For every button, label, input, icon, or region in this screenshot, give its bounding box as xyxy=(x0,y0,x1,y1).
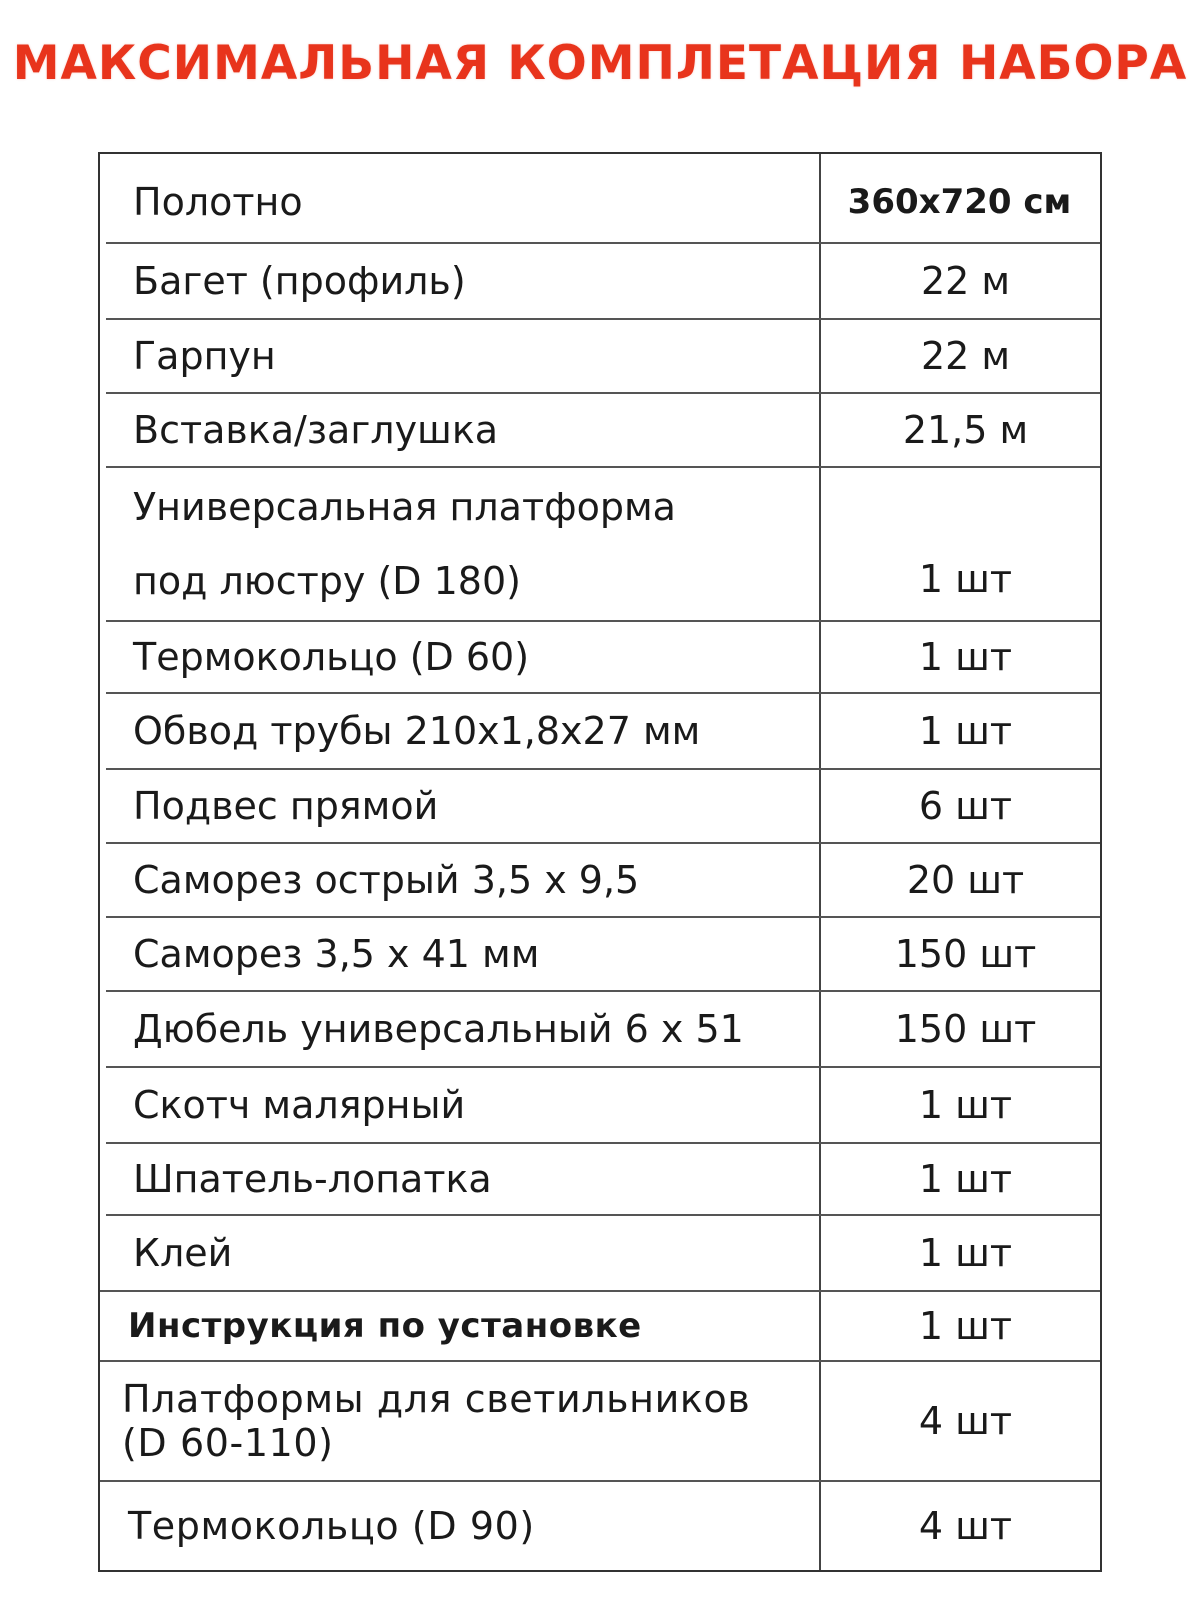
table-row xyxy=(106,694,1100,770)
item-quantity: 22 м xyxy=(920,334,1011,378)
item-name: Полотно xyxy=(133,180,303,224)
item-name-line: Универсальная платформа xyxy=(133,485,676,529)
item-name: Гарпун xyxy=(133,334,276,378)
table-row xyxy=(106,844,1100,918)
table-row xyxy=(106,622,1100,694)
kit-contents-table xyxy=(98,152,1102,1572)
item-quantity: 22 м xyxy=(920,259,1011,303)
item-name: Саморез 3,5 х 41 мм xyxy=(133,932,540,976)
item-name: Подвес прямой xyxy=(133,784,439,828)
table-row xyxy=(106,770,1100,844)
item-name: Багет (профиль) xyxy=(133,259,466,303)
page-title: МАКСИМАЛЬНАЯ КОМПЛЕТАЦИЯ НАБОРА xyxy=(12,36,1188,91)
table-row xyxy=(106,992,1100,1068)
table-row xyxy=(100,1482,1100,1570)
item-name-line: Платформы для светильников xyxy=(122,1377,751,1421)
item-quantity: 1 шт xyxy=(918,1304,1013,1348)
item-quantity: 6 шт xyxy=(918,784,1013,828)
item-quantity: 1 шт xyxy=(918,635,1013,679)
table-row xyxy=(106,320,1100,394)
table-row xyxy=(106,468,1100,622)
item-name: Саморез острый 3,5 х 9,5 xyxy=(133,858,640,902)
item-name: Шпатель-лопатка xyxy=(133,1157,492,1201)
table-row xyxy=(106,394,1100,468)
table-row xyxy=(100,1362,1100,1482)
item-quantity: 1 шт xyxy=(918,1083,1013,1127)
table-row xyxy=(106,1144,1100,1216)
item-quantity: 21,5 м xyxy=(902,408,1029,452)
item-quantity: 1 шт xyxy=(918,709,1013,753)
item-name: Термокольцо (D 90) xyxy=(128,1504,535,1548)
table-row xyxy=(100,1216,1100,1292)
item-quantity: 360x720 см xyxy=(847,182,1072,222)
item-quantity: 4 шт xyxy=(918,1504,1013,1548)
table-row xyxy=(100,1292,1100,1362)
item-name: Клей xyxy=(133,1231,233,1275)
item-quantity: 1 шт xyxy=(918,557,1013,601)
item-quantity: 20 шт xyxy=(906,858,1025,902)
table-row xyxy=(106,244,1100,320)
item-name xyxy=(100,1377,819,1465)
item-quantity: 150 шт xyxy=(894,932,1037,976)
item-quantity: 4 шт xyxy=(918,1399,1013,1443)
item-name: Вставка/заглушка xyxy=(133,408,499,452)
item-name-line: под люстру (D 180) xyxy=(133,559,521,603)
table-row xyxy=(106,162,1100,244)
item-quantity: 1 шт xyxy=(918,1157,1013,1201)
item-name: Дюбель универсальный 6 х 51 xyxy=(133,1007,744,1051)
item-quantity: 1 шт xyxy=(918,1231,1013,1275)
item-name: Обвод трубы 210x1,8x27 мм xyxy=(133,709,701,753)
table-row xyxy=(106,918,1100,992)
item-name-line: (D 60-110) xyxy=(122,1421,334,1465)
item-name xyxy=(106,470,819,618)
item-name: Термокольцо (D 60) xyxy=(133,635,530,679)
item-name: Инструкция по установке xyxy=(128,1306,642,1346)
table-row xyxy=(106,1068,1100,1144)
item-name: Скотч малярный xyxy=(133,1083,466,1127)
item-quantity: 150 шт xyxy=(894,1007,1037,1051)
